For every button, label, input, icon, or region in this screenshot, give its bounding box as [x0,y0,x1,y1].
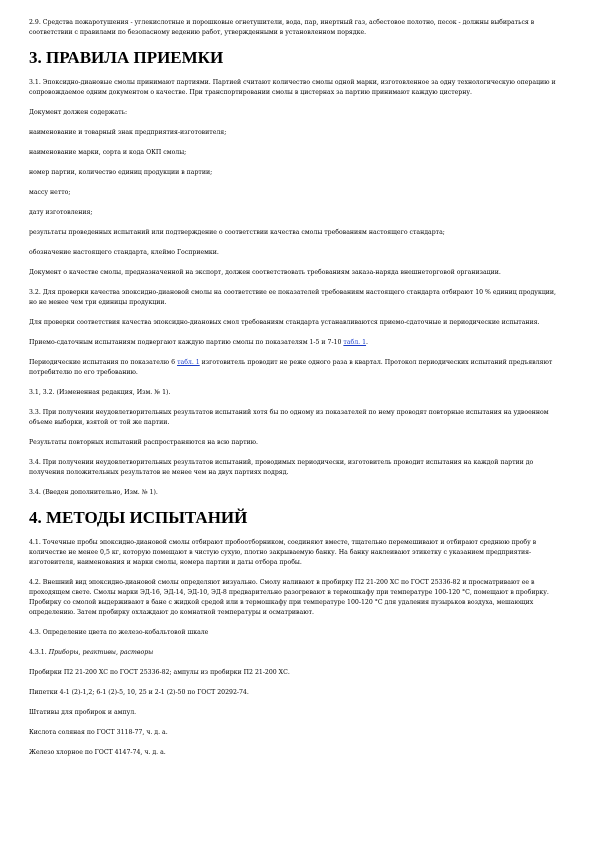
document-item: массу нетто; [29,189,71,196]
reagent-item: Пипетки 4-1 (2)-1,2; 6-1 (2)-5, 10, 25 и 2-1 (2)-50 по ГОСТ 20292-74. [29,689,249,696]
paragraph-3-4: 3.4. При получении неудовлетворительных результатов испытаний, проводимых периодически, изготовитель проводит испытания на каждой партии до получения положительных результатов не менее чем на двух партиях подряд. [29,459,534,476]
paragraph-repeat-results: Результаты повторных испытаний распространяются на всю партию. [29,439,258,446]
section-3-heading: 3. ПРАВИЛА ПРИЕМКИ [29,48,224,67]
paragraph-3-1: 3.1. Эпоксидно-диановые смолы принимают партиями. Партией считают количество смолы одной марки, изготовленное за одну технологическую операцию и сопровождаемое одним документом о качестве. При транспортировании смолы в цистернах за партию принимают каждую цистерну. [29,79,556,96]
subsection-title: Приборы, реактивы, растворы [48,649,154,656]
section-4-heading: 4. МЕТОДЫ ИСПЫТАНИЙ [29,508,248,527]
paragraph-4-3: 4.3. Определение цвета по железо-кобальтовой шкале [29,629,209,636]
periodic-text: Периодические испытания по показателю 6 [29,359,178,366]
table-1-link[interactable]: табл. 1 [177,359,200,366]
paragraph-export: Документ о качестве смолы, предназначенной на экспорт, должен соответствовать требованиям заказа-наряда внешнеторговой организации. [29,269,501,276]
paragraph-periodic-tests [29,358,563,378]
periodic-text-end: изготовитель проводит не реже одного раза в квартал. Протокол периодических испытаний предъявляют потребителю по его требованию. [29,359,553,376]
document-contents-intro: Документ должен содержать: [29,109,128,116]
paragraph-3-2: 3.2. Для проверки качества эпоксидно-диановой смолы на соответствие ее показателей требованиям настоящего стандарта отбирают 10 % единиц продукции, но не менее чем три единицы продукции. [29,289,557,306]
document-item: результаты проведенных испытаний или подтверждение о соответствии качества смолы требованиям настоящего стандарта; [29,229,445,236]
paragraph-test-types: Для проверки соответствия качества эпоксидно-диановых смол требованиям стандарта устанавливаются приемо-сдаточные и периодические испытания. [29,319,540,326]
document-item: дату изготовления; [29,209,93,216]
document-item: обозначение настоящего стандарта, клеймо Госприемки. [29,249,219,256]
reagent-item: Штативы для пробирок и ампул. [29,709,137,716]
document-item: наименование марки, сорта и кода ОКП смолы; [29,149,187,156]
subsection-number: 4.3.1. [29,649,49,656]
paragraph-2-9: 2.9. Средства пожаротушения - углекислотные и порошковые огнетушители, вода, пар, инертный газ, асбестовое полотно, песок - должны выбираться в соответствии с правилами по безопасному ведению работ, утвержденными в установленном порядке. [29,19,535,36]
paragraph-4-1: 4.1. Точечные пробы эпоксидно-диановой смолы отбирают пробоотборником, соединяют вместе, тщательно перемешивают и отбирают среднюю пробу в количестве не менее 0,5 кг, которую помещают в чистую сухую, плотно закрываемую банку. На банку наклеивают этикетку с указанием предприятия-изготовителя, наименования и марки смолы, номера партии и даты отбора пробы. [29,539,537,566]
paragraph-4-3-1 [29,648,563,658]
acceptance-text: Приемо-сдаточным испытаниям подвергают каждую партию смолы по показателям 1-5 и 7-10 [29,339,344,346]
reagent-item: Пробирки П2 21-200 ХС по ГОСТ 25336-82; ампулы из пробирки П2 21-200 ХС. [29,669,290,676]
revision-note: 3.1, 3.2. (Измененная редакция, Изм. № 1). [29,389,171,396]
paragraph-acceptance-tests [29,338,563,348]
document-item: наименование и товарный знак предприятия-изготовителя; [29,129,227,136]
reagent-item: Кислота соляная по ГОСТ 3118-77, ч. д. а. [29,729,168,736]
paragraph-3-3: 3.3. При получении неудовлетворительных результатов испытаний хотя бы по одному из показателей по нему проводят повторные испытания на удвоенном объеме выборки, взятой от той же партии. [29,409,549,426]
paragraph-4-2: 4.2. Внешний вид эпоксидно-диановой смолы определяют визуально. Смолу наливают в пробирку П2 21-200 ХС по ГОСТ 25336-82 и просматривают ее в проходящем свете. Смолы марки ЭД-16, ЭД-14, ЭД-10, ЭД-8 предварительно разогревают в термошкафу при температуре 100-120 °С, помещают в пробирку. Пробирку со смолой выдерживают в бане с жидкой средой или в термошкафу при температуре 100-120 °С для удаления пузырьков воздуха, мешающих определению. Затем пробирку охлаждают до комнатной температуры и осматривают. [29,579,549,616]
acceptance-text-end: . [366,339,368,346]
reagent-item: Железо хлорное по ГОСТ 4147-74, ч. д. а. [29,749,166,756]
document-item: номер партии, количество единиц продукции в партии; [29,169,213,176]
table-1-link[interactable]: табл. 1 [343,339,367,346]
revision-note: 3.4. (Введен дополнительно, Изм. № 1). [29,489,158,496]
